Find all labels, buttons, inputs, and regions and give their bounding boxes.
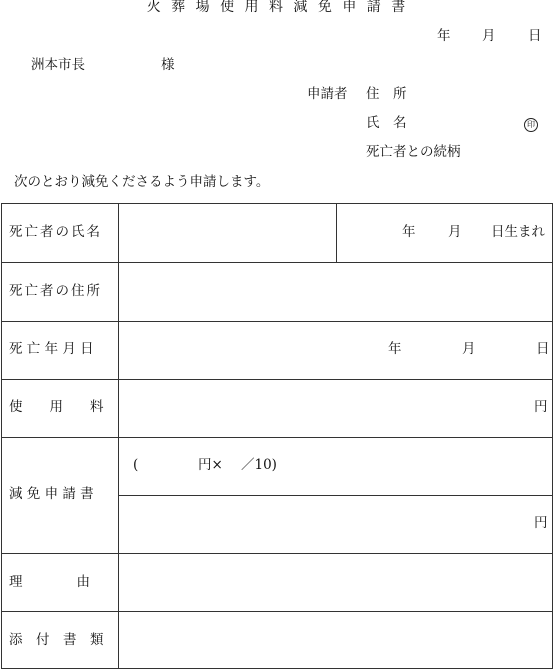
addressee-honorific: 様 xyxy=(161,57,175,73)
row-divider xyxy=(2,321,552,322)
application-table xyxy=(1,203,553,669)
row-label-death-date: 死 亡 年 月 日 xyxy=(9,341,94,357)
addressee: 洲本市長 xyxy=(31,57,85,73)
row-label-reason: 理 由 xyxy=(9,574,90,590)
row-divider xyxy=(2,262,552,263)
birth-suffix-label: 日生まれ xyxy=(491,224,545,240)
subrow-divider xyxy=(118,495,552,496)
relation-label: 死亡者との続柄 xyxy=(366,144,461,160)
row-divider xyxy=(2,611,552,612)
row-divider xyxy=(2,437,552,438)
document-title: 火 葬 場 使 用 料 減 免 申 請 書 xyxy=(146,0,409,15)
calc-open-paren: ( xyxy=(133,457,139,473)
seal-mark xyxy=(524,117,538,132)
row-divider xyxy=(2,553,552,554)
birth-month-label: 月 xyxy=(448,224,462,240)
seal-char: 印 xyxy=(524,118,538,132)
usage-fee-yen: 円 xyxy=(534,399,548,415)
intro-text: 次のとおり減免くださるよう申請します。 xyxy=(14,174,270,190)
death-year-label: 年 xyxy=(388,341,402,357)
row-label-reduction-request: 減 免 申 請 書 xyxy=(9,486,94,502)
reduction-yen: 円 xyxy=(534,515,548,531)
date-day-label: 日 xyxy=(528,28,542,44)
death-day-label: 日 xyxy=(536,341,550,357)
applicant-name-label: 氏 名 xyxy=(366,115,407,131)
row-label-attachments: 添 付 書 類 xyxy=(9,632,104,648)
death-month-label: 月 xyxy=(462,341,476,357)
calc-fraction: ／10) xyxy=(241,457,277,473)
applicant-label: 申請者 xyxy=(307,86,348,102)
label-column-divider xyxy=(118,204,119,668)
birth-year-label: 年 xyxy=(402,224,416,240)
date-month-label: 月 xyxy=(482,28,496,44)
applicant-address-label: 住 所 xyxy=(366,86,407,102)
row-label-deceased-name: 死亡者の氏名 xyxy=(9,224,102,240)
date-year-label: 年 xyxy=(437,28,451,44)
calc-yen-times: 円× xyxy=(198,457,223,473)
row-label-usage-fee: 使 用 料 xyxy=(9,399,104,415)
row-divider xyxy=(2,379,552,380)
row-label-deceased-address: 死亡者の住所 xyxy=(9,283,102,299)
name-birth-divider xyxy=(336,204,337,262)
